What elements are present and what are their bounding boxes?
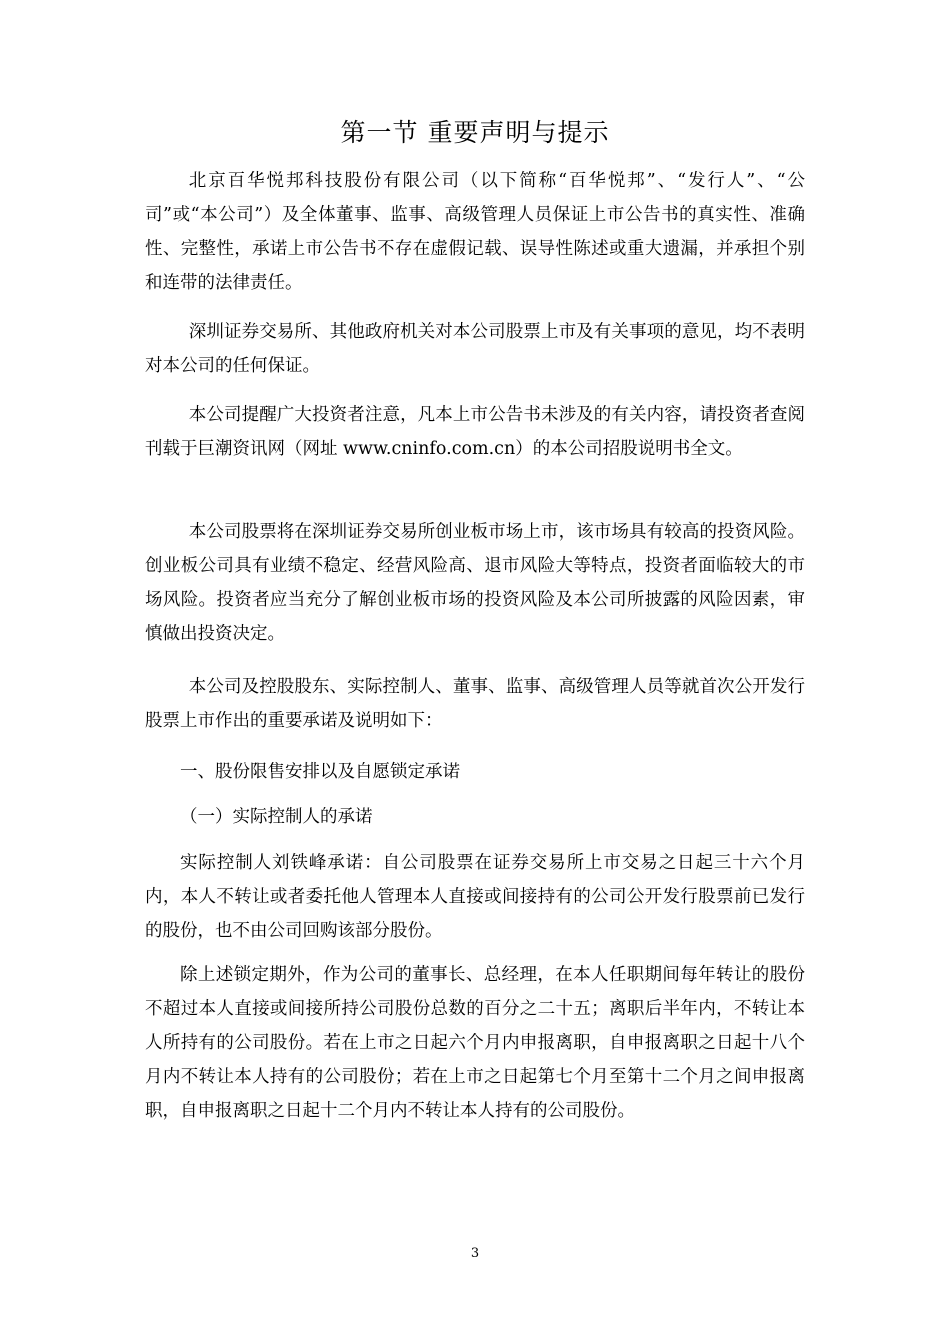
statement-paragraph: 北京百华悦邦科技股份有限公司（以下简称“百华悦邦”、“发行人”、“公司”或“本公司”）及全体董事、监事、高级管理人员保证上市公告书的真实性、准确性、完整性，承诺上市公告书不存在虚假记载、误导性陈述或重大遗漏，并承担个别和连带的法律责任。 <box>145 171 805 293</box>
commitments-intro-paragraph: 本公司及控股股东、实际控制人、董事、监事、高级管理人员等就首次公开发行股票上市作出的重要承诺及说明如下： <box>145 677 805 731</box>
lockup-commitment-paragraph: 实际控制人刘铁峰承诺：自公司股票在证券交易所上市交易之日起三十六个月内，本人不转让或者委托他人管理本人直接或间接持有的公司公开发行股票前已发行的股份，也不由公司回购该部分股份。 <box>145 853 805 941</box>
exchange-disclaimer-paragraph: 深圳证券交易所、其他政府机关对本公司股票上市及有关事项的意见，均不表明对本公司的任何保证。 <box>145 322 805 376</box>
section-heading: 一、股份限售安排以及自愿锁定承诺 <box>180 762 460 782</box>
investor-notice-paragraph: 本公司提醒广大投资者注意，凡本上市公告书未涉及的有关内容，请投资者查阅刊载于巨潮资讯网（网址 www.cninfo.com.cn）的本公司招股说明书全文。 <box>145 405 805 459</box>
page-number: 3 <box>470 1246 480 1261</box>
risk-warning-paragraph: 本公司股票将在深圳证券交易所创业板市场上市，该市场具有较高的投资风险。创业板公司具有业绩不稳定、经营风险高、退市风险大等特点，投资者面临较大的市场风险。投资者应当充分了解创业板市场的投资风险及本公司所披露的风险因素，审慎做出投资决定。 <box>145 522 805 644</box>
subsection-heading: （一）实际控制人的承诺 <box>180 807 373 827</box>
transfer-restriction-paragraph: 除上述锁定期外，作为公司的董事长、总经理，在本人任职期间每年转让的股份不超过本人直接或间接所持公司股份总数的百分之二十五；离职后半年内，不转让本人所持有的公司股份。若在上市之日起六个月内申报离职，自申报离职之日起十八个月内不转让本人持有的公司股份；若在上市之日起第七个月至第十二个月之间申报离职，自申报离职之日起十二个月内不转让本人持有的公司股份。 <box>145 965 805 1121</box>
page-title: 第一节 重要声明与提示 <box>340 118 610 147</box>
